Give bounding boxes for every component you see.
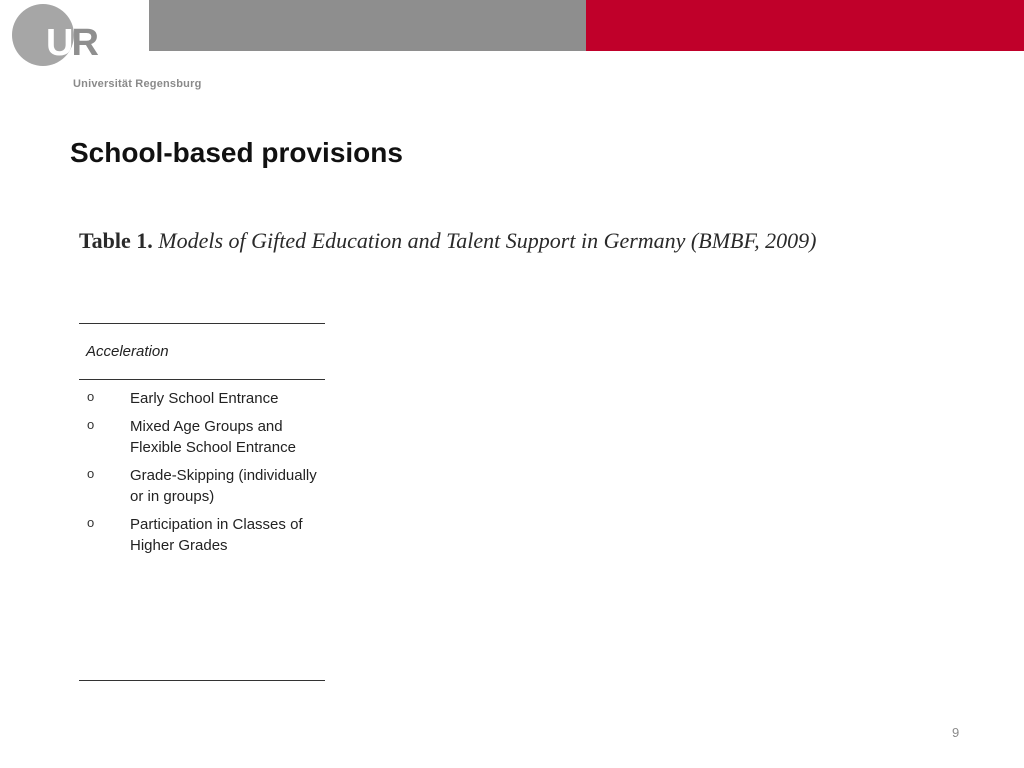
header-gray-bar bbox=[149, 0, 586, 51]
list-item bbox=[79, 416, 325, 458]
table-caption-text: Models of Gifted Education and Talent Support in Germany (BMBF, 2009) bbox=[158, 228, 817, 253]
list-item-text: Mixed Age Groups and Flexible School Entrance bbox=[130, 418, 296, 456]
acceleration-list bbox=[79, 388, 325, 563]
bullet-icon: o bbox=[87, 515, 95, 530]
table-caption-label: Table 1. bbox=[79, 228, 153, 253]
list-item bbox=[79, 388, 325, 409]
bullet-icon: o bbox=[87, 417, 95, 432]
page-number: 9 bbox=[952, 725, 960, 740]
bullet-icon: o bbox=[87, 389, 95, 404]
table-top-rule bbox=[79, 323, 325, 324]
table-header-rule bbox=[79, 379, 325, 380]
list-item-text: Early School Entrance bbox=[130, 390, 279, 407]
list-item bbox=[79, 514, 325, 556]
list-item-text: Grade-Skipping (individually or in groups) bbox=[130, 467, 317, 505]
university-name: Universität Regensburg bbox=[73, 78, 202, 90]
header-red-bar bbox=[586, 0, 1024, 51]
logo-letters: UR bbox=[46, 22, 97, 64]
list-item bbox=[79, 465, 325, 507]
bullet-icon: o bbox=[87, 466, 95, 481]
slide-title: School-based provisions bbox=[70, 137, 403, 168]
university-logo bbox=[10, 2, 210, 92]
list-item-text: Participation in Classes of Higher Grades bbox=[130, 516, 303, 554]
table-caption bbox=[79, 224, 819, 258]
table-column-header: Acceleration bbox=[86, 343, 169, 360]
table-bottom-rule bbox=[79, 680, 325, 681]
